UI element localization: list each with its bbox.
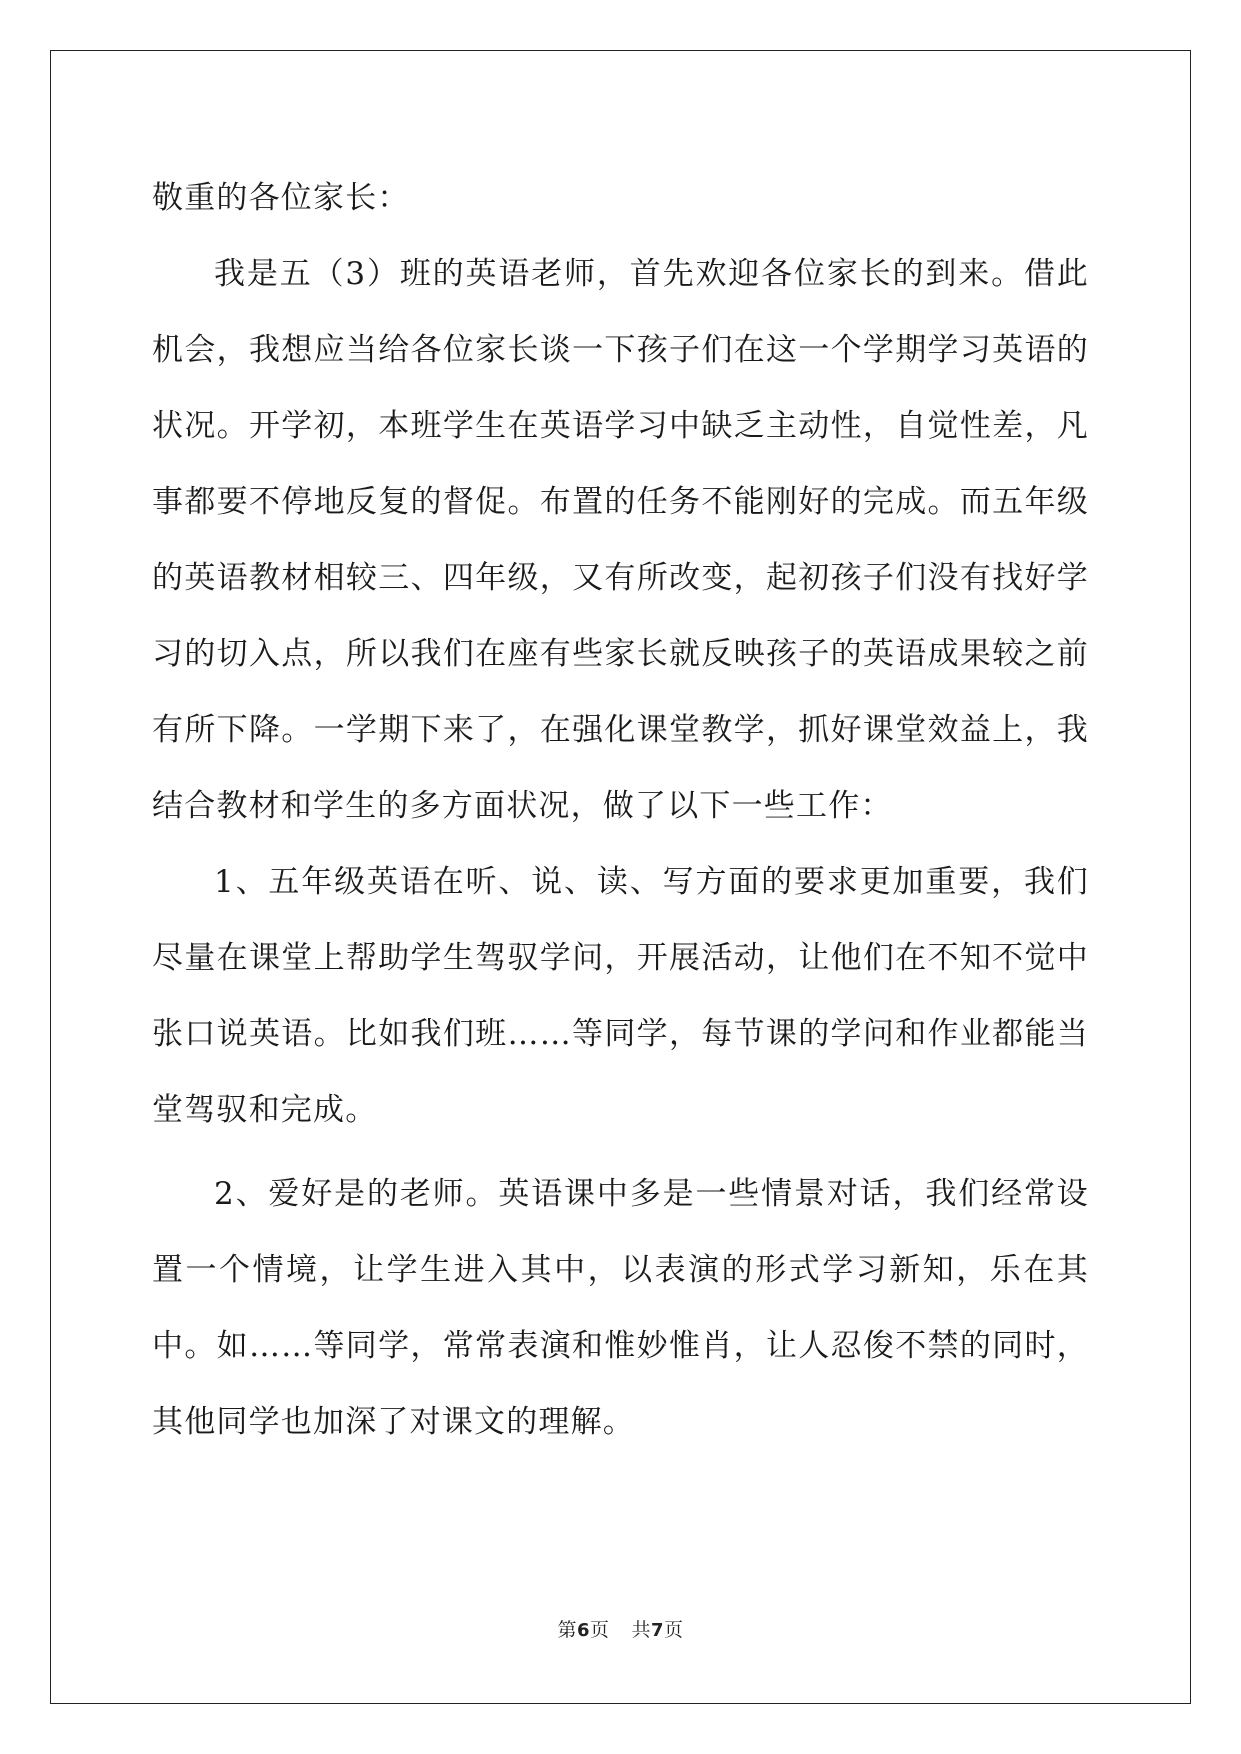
total-suffix: 页 (664, 1619, 684, 1641)
paragraph-point-2: 2、爱好是的老师。英语课中多是一些情景对话，我们经常设置一个情境，让学生进入其中，以表演的形式学习新知，乐在其中。如……等同学，常常表演和惟妙惟肖，让人忍俊不禁的同时，其他同学也加深了对课文的理解。 (152, 1176, 1089, 1440)
page-prefix: 第 (557, 1619, 577, 1641)
page-suffix: 页 (589, 1619, 610, 1641)
salutation: 敬重的各位家长： (152, 180, 410, 216)
paragraph-point-1: 1、五年级英语在听、说、读、写方面的要求更加重要，我们尽量在课堂上帮助学生驾驭学问，开展活动，让他们在不知不觉中张口说英语。比如我们班……等同学，每节课的学问和作业都能当堂驾驭和完成。 (152, 864, 1089, 1128)
page-footer (0, 1615, 1241, 1642)
document-body (152, 160, 1089, 1460)
total-prefix: 共 (631, 1619, 652, 1641)
page-number: 6 (576, 1620, 590, 1641)
total-pages: 7 (651, 1620, 665, 1641)
paragraph-intro: 我是五（3）班的英语老师，首先欢迎各位家长的到来。借此机会，我想应当给各位家长谈一下孩子们在这一个学期学习英语的状况。开学初，本班学生在英语学习中缺乏主动性，自觉性差，凡事都要不停地反复的督促。布置的任务不能刚好的完成。而五年级的英语教材相较三、四年级，又有所改变，起初孩子们没有找好学习的切入点，所以我们在座有些家长就反映孩子的英语成果较之前有所下降。一学期下来了，在强化课堂教学，抓好课堂效益上，我结合教材和学生的多方面状况，做了以下一些工作： (152, 256, 1089, 824)
